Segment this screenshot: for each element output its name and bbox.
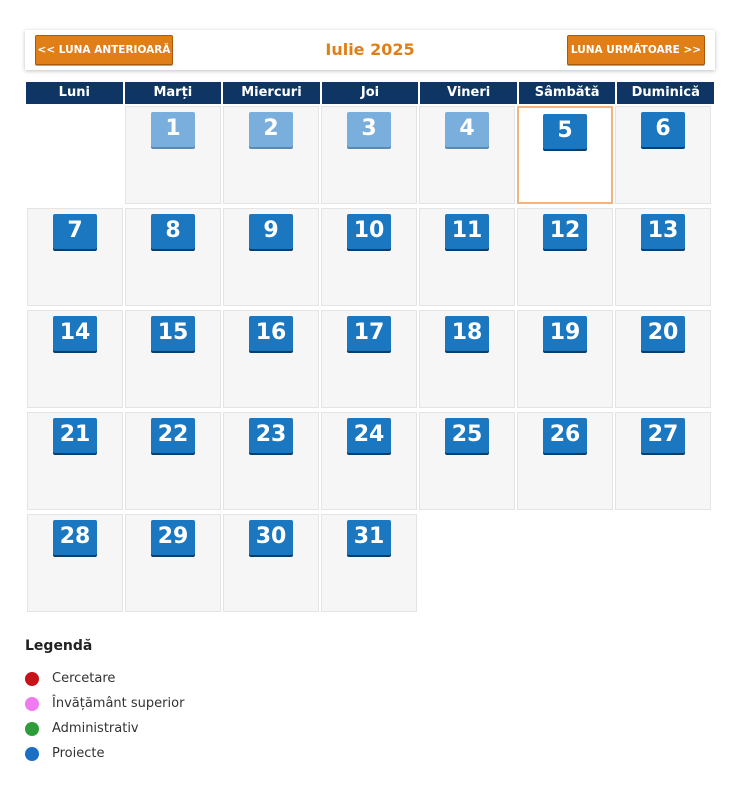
day-number-button[interactable]: 23	[249, 418, 293, 453]
next-month-button[interactable]: LUNA URMĂTOARE >>	[567, 35, 705, 65]
day-number-button[interactable]: 30	[249, 520, 293, 555]
calendar-cell	[615, 310, 711, 408]
legend-title: Legendă	[25, 638, 93, 654]
calendar-cell	[615, 106, 711, 204]
day-number-button[interactable]: 13	[641, 214, 685, 249]
calendar-cell	[125, 310, 221, 408]
calendar-cell	[321, 208, 417, 306]
day-number-button[interactable]: 16	[249, 316, 293, 351]
legend-dot-icon	[25, 697, 39, 711]
calendar-cell	[125, 208, 221, 306]
day-number-button[interactable]: 12	[543, 214, 587, 249]
calendar-grid	[27, 106, 713, 614]
legend-dot-icon	[25, 672, 39, 686]
calendar-cell	[615, 412, 711, 510]
calendar-cell	[223, 514, 319, 612]
calendar-cell-empty	[517, 514, 613, 612]
weekday-thursday: Joi	[322, 82, 419, 104]
day-number-button[interactable]: 24	[347, 418, 391, 453]
day-number-button[interactable]: 15	[151, 316, 195, 351]
day-number-button[interactable]: 10	[347, 214, 391, 249]
day-number-button[interactable]: 11	[445, 214, 489, 249]
calendar-cell	[321, 514, 417, 612]
weekday-monday: Luni	[26, 82, 123, 104]
day-number-button[interactable]: 26	[543, 418, 587, 453]
day-number-button[interactable]: 17	[347, 316, 391, 351]
calendar-cell	[517, 106, 613, 204]
calendar-cell	[27, 208, 123, 306]
calendar-cell	[27, 412, 123, 510]
day-number-button[interactable]: 19	[543, 316, 587, 351]
calendar-cell	[125, 514, 221, 612]
day-number-button[interactable]: 28	[53, 520, 97, 555]
day-number-button[interactable]: 20	[641, 316, 685, 351]
month-title: Iulie 2025	[325, 40, 415, 59]
calendar-header	[25, 30, 715, 70]
day-number-button[interactable]: 27	[641, 418, 685, 453]
calendar-cell	[321, 412, 417, 510]
legend-label: Învățământ superior	[52, 696, 185, 711]
day-number-button[interactable]: 31	[347, 520, 391, 555]
day-number-button[interactable]: 21	[53, 418, 97, 453]
calendar-cell	[125, 412, 221, 510]
calendar-cell	[223, 412, 319, 510]
calendar-cell	[223, 106, 319, 204]
weekday-sunday: Duminică	[617, 82, 714, 104]
day-number-button[interactable]: 9	[249, 214, 293, 249]
calendar-cell	[125, 106, 221, 204]
day-number-button[interactable]: 1	[151, 112, 195, 147]
previous-month-button[interactable]: << LUNA ANTERIOARĂ	[35, 35, 173, 65]
weekday-header-row	[26, 82, 714, 104]
day-number-button[interactable]: 5	[543, 114, 587, 149]
weekday-tuesday: Marți	[125, 82, 222, 104]
calendar-cell-empty	[615, 514, 711, 612]
legend-label: Proiecte	[52, 746, 105, 761]
day-number-button[interactable]: 8	[151, 214, 195, 249]
calendar-cell-empty	[419, 514, 515, 612]
day-number-button[interactable]: 6	[641, 112, 685, 147]
calendar-cell-empty	[27, 106, 123, 204]
calendar-cell	[419, 106, 515, 204]
calendar-cell	[321, 310, 417, 408]
day-number-button[interactable]: 2	[249, 112, 293, 147]
legend-dot-icon	[25, 722, 39, 736]
calendar-cell	[419, 310, 515, 408]
day-number-button[interactable]: 7	[53, 214, 97, 249]
weekday-friday: Vineri	[420, 82, 517, 104]
calendar-cell	[419, 412, 515, 510]
calendar-cell	[517, 208, 613, 306]
day-number-button[interactable]: 4	[445, 112, 489, 147]
weekday-wednesday: Miercuri	[223, 82, 320, 104]
legend-label: Cercetare	[52, 671, 116, 686]
calendar-cell	[27, 310, 123, 408]
day-number-button[interactable]: 22	[151, 418, 195, 453]
legend-item-administrativ	[25, 716, 184, 741]
calendar-cell	[517, 412, 613, 510]
day-number-button[interactable]: 25	[445, 418, 489, 453]
legend-item-cercetare	[25, 666, 184, 691]
calendar-cell	[615, 208, 711, 306]
calendar-cell	[419, 208, 515, 306]
calendar-cell	[517, 310, 613, 408]
weekday-saturday: Sâmbătă	[519, 82, 616, 104]
day-number-button[interactable]: 18	[445, 316, 489, 351]
legend-item-proiecte	[25, 741, 184, 766]
day-number-button[interactable]: 29	[151, 520, 195, 555]
legend-label: Administrativ	[52, 721, 139, 736]
day-number-button[interactable]: 3	[347, 112, 391, 147]
legend-item-invatamant	[25, 691, 184, 716]
day-number-button[interactable]: 14	[53, 316, 97, 351]
calendar-cell	[223, 310, 319, 408]
calendar-cell	[223, 208, 319, 306]
legend-dot-icon	[25, 747, 39, 761]
calendar-cell	[27, 514, 123, 612]
calendar-cell	[321, 106, 417, 204]
legend	[25, 638, 184, 766]
